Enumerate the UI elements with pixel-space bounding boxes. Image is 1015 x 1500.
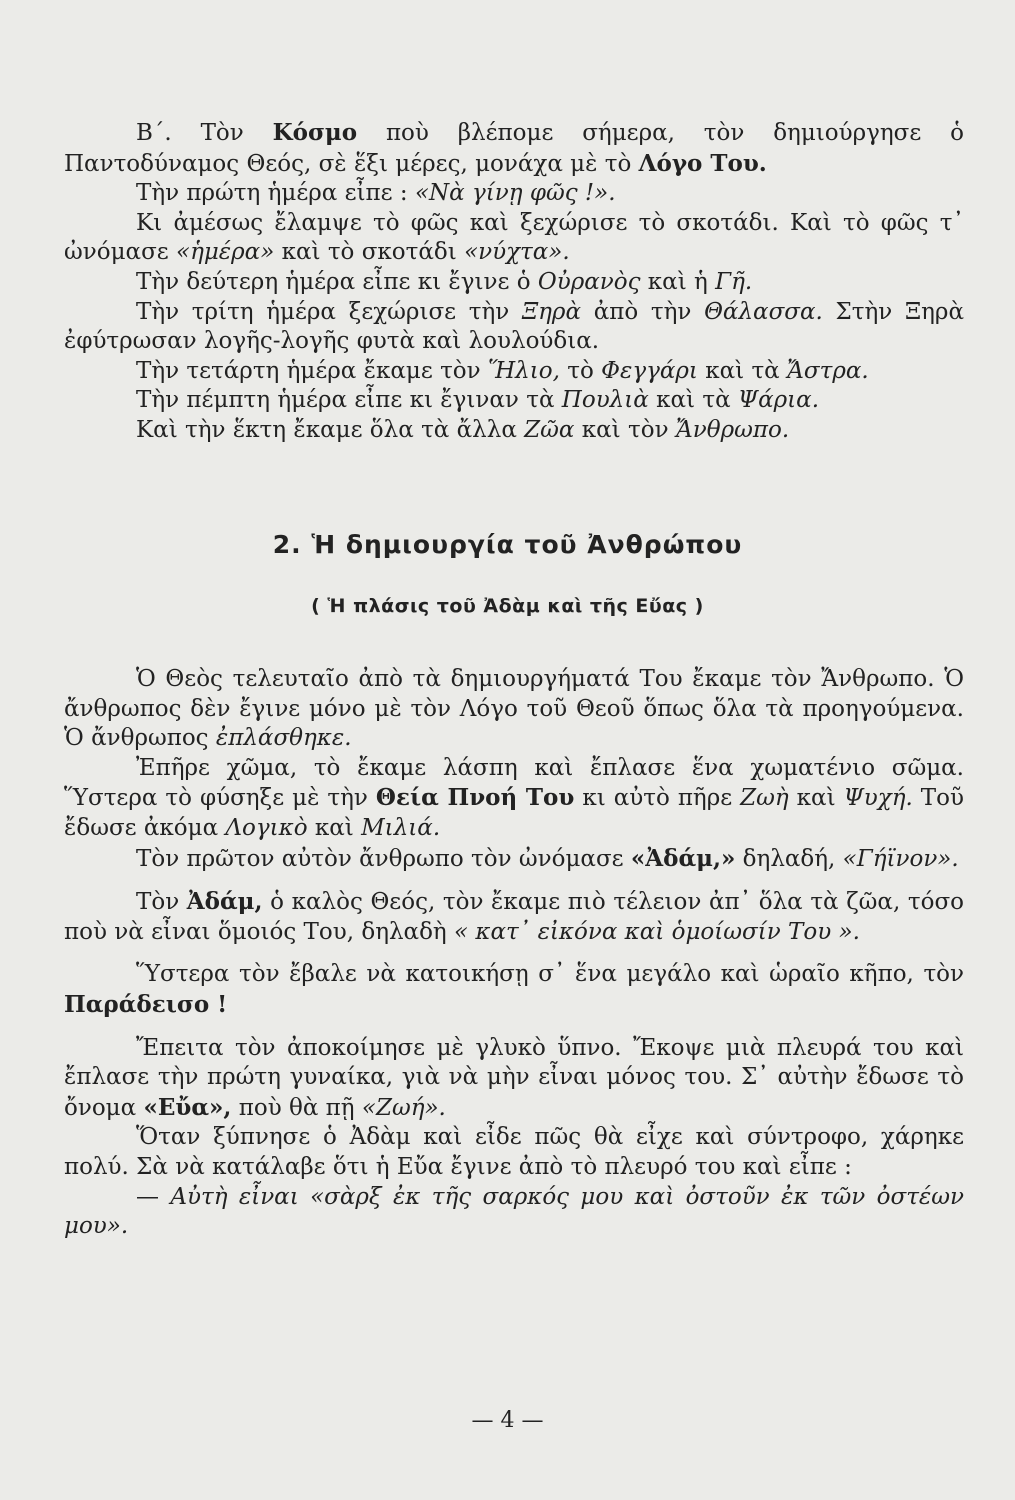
paragraph-adam-wakes: Ὅταν ξύπνησε ὁ Ἀδὰμ καὶ εἶδε πῶς θὰ εἶχε καὶ σύντροφο, χάρηκε πολύ. Σὰ νὰ κατάλαβε ὅτι ἡ Εὔα ἔγινε ἀπὸ τὸ πλευρό του καὶ εἶπε : xyxy=(64,1124,964,1180)
paragraph-quote: — Αὐτὴ εἶναι «σὰρξ ἐκ τῆς σαρκός μου καὶ ὀστοῦν ἐκ τῶν ὀστέων μου». xyxy=(64,1183,964,1240)
paragraph-day-2: Τὴν δεύτερη ἡμέρα εἶπε κι ἔγινε ὁ Οὐρανὸς καὶ ἡ Γῆ. xyxy=(136,268,753,295)
paragraph-eve: Ἔπειτα τὸν ἀποκοίμησε μὲ γλυκὸ ὕπνο. Ἔκοψε μιὰ πλευρά του καὶ ἔπλασε τὴν πρώτη γυναίκα, γιὰ νὰ μὴν εἶναι μόνος του. Σ᾽ αὐτὴν ἔδωσε τὸ ὄνομα «Εὔα», ποὺ θὰ πῇ «Ζωή». xyxy=(64,1034,964,1121)
paragraph-day-5: Τὴν πέμπτη ἡμέρα εἶπε κι ἔγιναν τὰ Πουλιὰ καὶ τὰ Ψάρια. xyxy=(136,387,820,414)
paragraph-day-3: Τὴν τρίτη ἡμέρα ξεχώρισε τὴν Ξηρὰ ἀπὸ τὴν Θάλασσα. Στὴν Ξηρὰ ἐφύτρωσαν λογῆς-λογῆς φυτὰ καὶ λουλούδια. xyxy=(64,298,964,355)
page-number: — 4 — xyxy=(471,1408,544,1433)
paragraph-paradise: Ὕστερα τὸν ἔβαλε νὰ κατοικήσῃ σ᾽ ἕνα μεγάλο καὶ ὡραῖο κῆπο, τὸν Παράδεισο ! xyxy=(64,961,964,1018)
paragraph-light: Κι ἀμέσως ἔλαμψε τὸ φῶς καὶ ξεχώρισε τὸ σκοτάδι. Καὶ τὸ φῶς τ᾽ ὠνόμασε «ἡμέρα» καὶ τὸ σκοτάδι «νύχτα». xyxy=(64,209,964,266)
section-b-text xyxy=(64,118,964,446)
chapter-subtitle: ( Ἡ πλάσις τοῦ Ἀδὰμ καὶ τῆς Εὔας ) xyxy=(311,595,704,617)
paragraph-intro: Β΄. Τὸν Κόσμο ποὺ βλέπομε σήμερα, τὸν δημιούργησε ὁ Παντοδύναμος Θεός, σὲ ἕξι μέρες, μονάχα μὲ τὸ Λόγο Του. xyxy=(64,119,964,177)
paragraph-clay: Ἐπῆρε χῶμα, τὸ ἔκαμε λάσπη καὶ ἔπλασε ἕνα χωματένιο σῶμα. Ὕστερα τὸ φύσηξε μὲ τὴν Θεία Πνοή Του κι αὐτὸ πῆρε Ζωὴ καὶ Ψυχή. Τοῦ ἔδωσε ἀκόμα Λογικὸ καὶ Μιλιά. xyxy=(64,754,964,841)
paragraph-adam-name: Τὸν πρῶτον αὐτὸν ἄνθρωπο τὸν ὠνόμασε «Ἀδάμ,» δηλαδή, «Γήϊνον». xyxy=(136,844,959,872)
paragraph-day-6: Καὶ τὴν ἕκτη ἔκαμε ὅλα τὰ ἄλλα Ζῶα καὶ τὸν Ἄνθρωπο. xyxy=(136,416,790,443)
paragraph-day-1: Τὴν πρώτη ἡμέρα εἶπε : «Νὰ γίνῃ φῶς !». xyxy=(136,180,616,207)
paragraph-day-4: Τὴν τετάρτη ἡμέρα ἔκαμε τὸν Ἥλιο, τὸ Φεγγάρι καὶ τὰ Ἄστρα. xyxy=(136,357,869,384)
chapter-title: 2. Ἡ δημιουργία τοῦ Ἀνθρώπου xyxy=(272,530,743,559)
paragraph-image-likeness: Τὸν Ἀδάμ, ὁ καλὸς Θεός, τὸν ἔκαμε πιὸ τέλειον ἀπ᾽ ὅλα τὰ ζῶα, τόσο ποὺ νὰ εἶναι ὅμοιός Του, δηλαδὴ « κατ᾽ εἰκόνα καὶ ὁμοίωσίν Του ». xyxy=(64,888,964,945)
section-2-text xyxy=(64,665,964,1242)
paragraph-man-created: Ὁ Θεὸς τελευταῖο ἀπὸ τὰ δημιουργήματά Του ἔκαμε τὸν Ἄνθρωπο. Ὁ ἄνθρωπος δὲν ἔγινε μόνο μὲ τὸν Λόγο τοῦ Θεοῦ ὅπως ὅλα τὰ προηγούμενα. Ὁ ἄνθρωπος ἐπλάσθηκε. xyxy=(64,666,964,752)
